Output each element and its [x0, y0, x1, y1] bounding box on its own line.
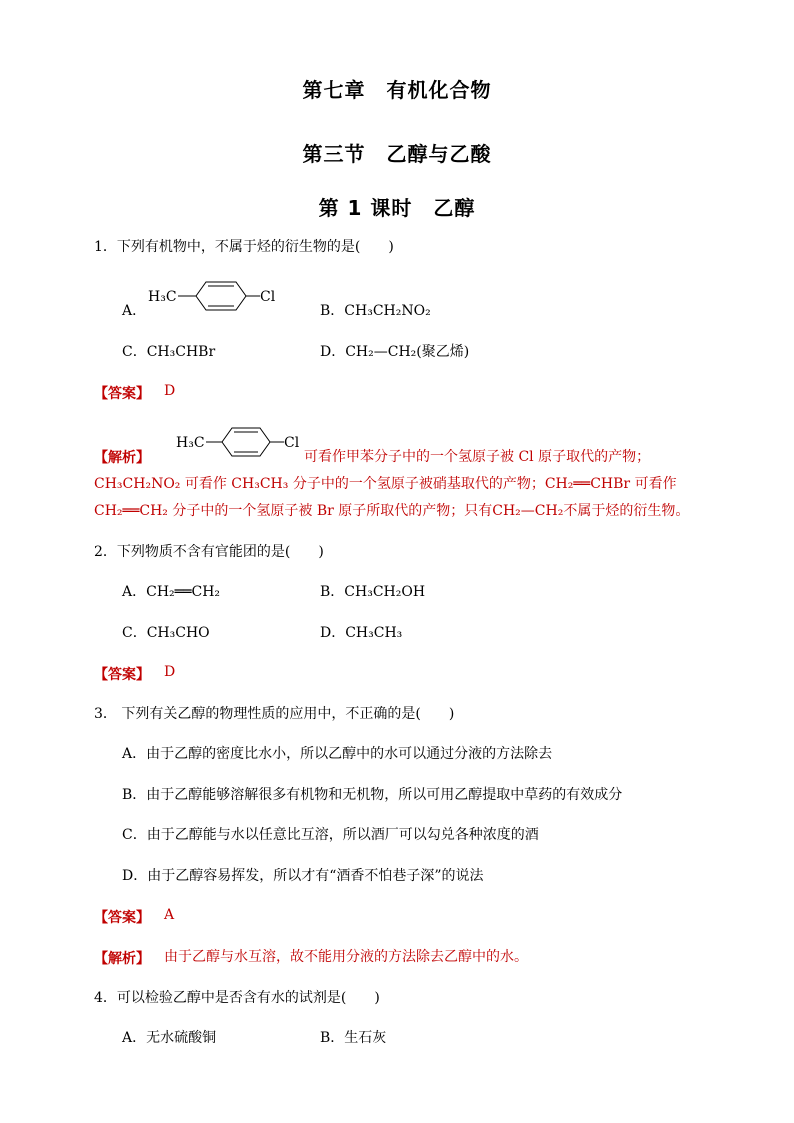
q4-option-a: A．无水硫酸铜 [122, 1030, 217, 1046]
q1-analysis-line-2: CH₃CH₂NO₂ 可看作 CH₃CH₃ 分子中的一个氢原子被硝基取代的产物；CH₂══CHBr 可看作 [94, 476, 677, 492]
q3-analysis-label: 【解析】 [94, 951, 150, 967]
q3-option-b: B．由于乙醇能够溶解很多有机物和无机物，所以可用乙醇提取中草药的有效成分 [122, 787, 623, 803]
q1-struct-right-text: Cl [260, 289, 276, 305]
q3-option-a: A．由于乙醇的密度比水小，所以乙醇中的水可以通过分液的方法除去 [122, 746, 553, 762]
q1-struct-left-text: H₃C [148, 289, 177, 305]
q1-answer-label: 【答案】 [94, 386, 150, 402]
q1-option-a-structure [148, 278, 288, 314]
q2-option-a: A．CH₂══CH₂ [122, 584, 221, 600]
q1-analysis-label: 【解析】 [94, 450, 150, 466]
q1-analysis-line-3: CH₂══CH₂ 分子中的一个氢原子被 Br 原子所取代的产物；只有CH₂—CH₂不属于烃的衍生物。 [94, 503, 690, 519]
q1-option-d: D．CH₂—CH₂(聚乙烯) [320, 344, 470, 360]
q1-option-c: C．CH₃CHBr [122, 344, 216, 360]
q1-analysis-struct-left-text: H₃C [176, 435, 205, 451]
q2-answer-label: 【答案】 [94, 667, 150, 683]
q4-option-b: B．生石灰 [320, 1030, 387, 1046]
q3-answer-label: 【答案】 [94, 910, 150, 926]
q2-option-d: D．CH₃CH₃ [320, 625, 403, 641]
q1-answer: D [164, 383, 176, 399]
q1-analysis-line-1: 可看作甲苯分子中的一个氢原子被 Cl 原子取代的产物； [304, 449, 651, 465]
lesson-title: 第 1 课时 乙醇 [318, 196, 476, 220]
q2-option-b: B．CH₃CH₂OH [320, 584, 426, 600]
q3-option-c: C．由于乙醇能与水以任意比互溶，所以酒厂可以勾兑各种浓度的酒 [122, 827, 539, 843]
q2-answer: D [164, 664, 176, 680]
q1-analysis-structure [176, 424, 304, 460]
section-title: 第三节 乙醇与乙酸 [302, 142, 492, 166]
question-1-stem: 1．下列有机物中，不属于烃的衍生物的是( ) [94, 239, 394, 255]
q3-option-d: D．由于乙醇容易挥发，所以才有“酒香不怕巷子深”的说法 [122, 868, 484, 884]
q3-analysis: 由于乙醇与水互溶，故不能用分液的方法除去乙醇中的水。 [164, 949, 528, 965]
question-2-stem: 2．下列物质不含有官能团的是( ) [94, 544, 324, 560]
q3-answer: A [164, 907, 175, 923]
q2-option-c: C．CH₃CHO [122, 625, 210, 641]
question-4-stem: 4．可以检验乙醇中是否含有水的试剂是( ) [94, 990, 380, 1006]
question-3-stem: 3． 下列有关乙醇的物理性质的应用中，不正确的是( ) [94, 706, 455, 722]
q1-option-b: B．CH₃CH₂NO₂ [320, 303, 431, 319]
q1-option-a-label: A． [122, 303, 147, 319]
chapter-title: 第七章 有机化合物 [302, 78, 492, 102]
q1-analysis-struct-right-text: Cl [284, 435, 300, 451]
